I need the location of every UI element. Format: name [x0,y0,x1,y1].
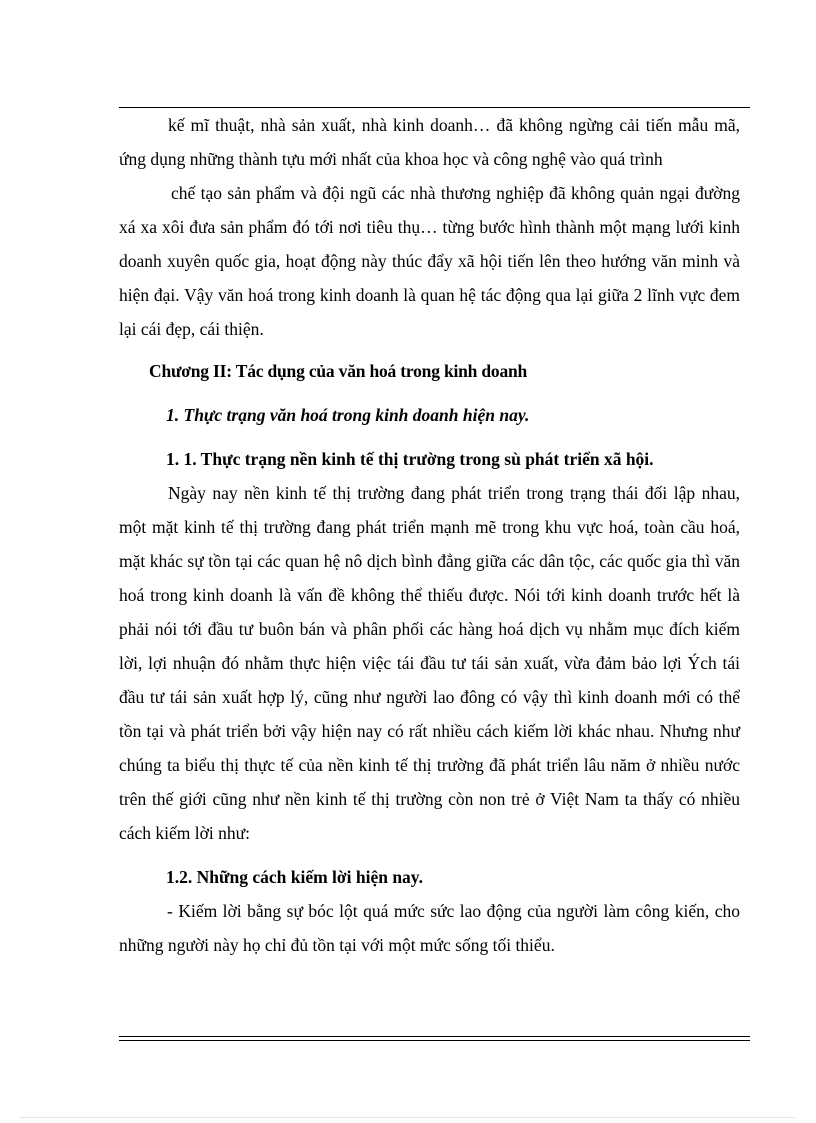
paragraph-continuation: kế mĩ thuật, nhà sản xuất, nhà kinh doanh… đã không ngừng cải tiến mẫu mã, ứng dụng những thành tựu mới nhất của khoa học và công nghệ vào quá trình [119,115,740,169]
footer-rule [119,1036,750,1041]
page-edge-dots [20,1117,796,1118]
paragraph-manufacturing: chế tạo sản phẩm và đội ngũ các nhà thương nghiệp đã không quản ngại đường xá xa xôi đưa sản phẩm đó tới nơi tiêu thụ… từng bước hình thành một mạng lưới kinh doanh xuyên quốc gia, hoạt động này thúc đẩy xã hội tiến lên theo hướng văn minh và hiện đại. Vậy văn hoá trong kinh doanh là quan hệ tác động qua lại giữa 2 lĩnh vực đem lại cái đẹp, cái thiện. [119,183,740,339]
section-heading-1-2: 1.2. Những cách kiếm lời hiện nay. [166,867,423,887]
paragraph-profit-methods: - Kiếm lời bằng sự bóc lột quá mức sức lao động của người làm công kiến, cho những người này họ chỉ đủ tồn tại với một mức sống tối thiểu. [119,901,740,955]
section-heading-1: 1. Thực trạng văn hoá trong kinh doanh hiện nay. [166,405,530,425]
paragraph-market-economy: Ngày nay nền kinh tế thị trường đang phát triển trong trạng thái đối lập nhau, một mặt kinh tế thị trường đang phát triển mạnh mẽ trong khu vực hoá, toàn cầu hoá, mặt khác sự tồn tại các quan hệ nô dịch bình đẳng giữa các dân tộc, các quốc gia thì văn hoá trong kinh doanh là vấn đề không thể thiếu được. Nói tới kinh doanh trước hết là phải nói tới đầu tư buôn bán và phân phối các hàng hoá dịch vụ nhằm mục đích kiếm lời, lợi nhuận đó nhằm thực hiện việc tái đầu tư tái sản xuất, vừa đảm bảo lợi Ých tái đầu tư tái sản xuất hợp lý, cũng như người lao đông có vậy thì kinh doanh mới có thể tồn tại và phát triển bởi vậy hiện nay có rất nhiều cách kiếm lời khác nhau. Nhưng như chúng ta biểu thị thực tế của nền kinh tế thị trường đã phát triển lâu năm ở nhiều nước trên thế giới cũng như nền kinh tế thị trường còn non trẻ ở Việt Nam ta thấy có nhiều cách kiếm lời như: [119,483,740,843]
chapter-title: Chương II: Tác dụng của văn hoá trong kinh doanh [149,361,528,381]
document-body [119,108,740,962]
section-heading-1-1: 1. 1. Thực trạng nền kinh tế thị trường trong sù phát triển xã hội. [166,449,654,469]
